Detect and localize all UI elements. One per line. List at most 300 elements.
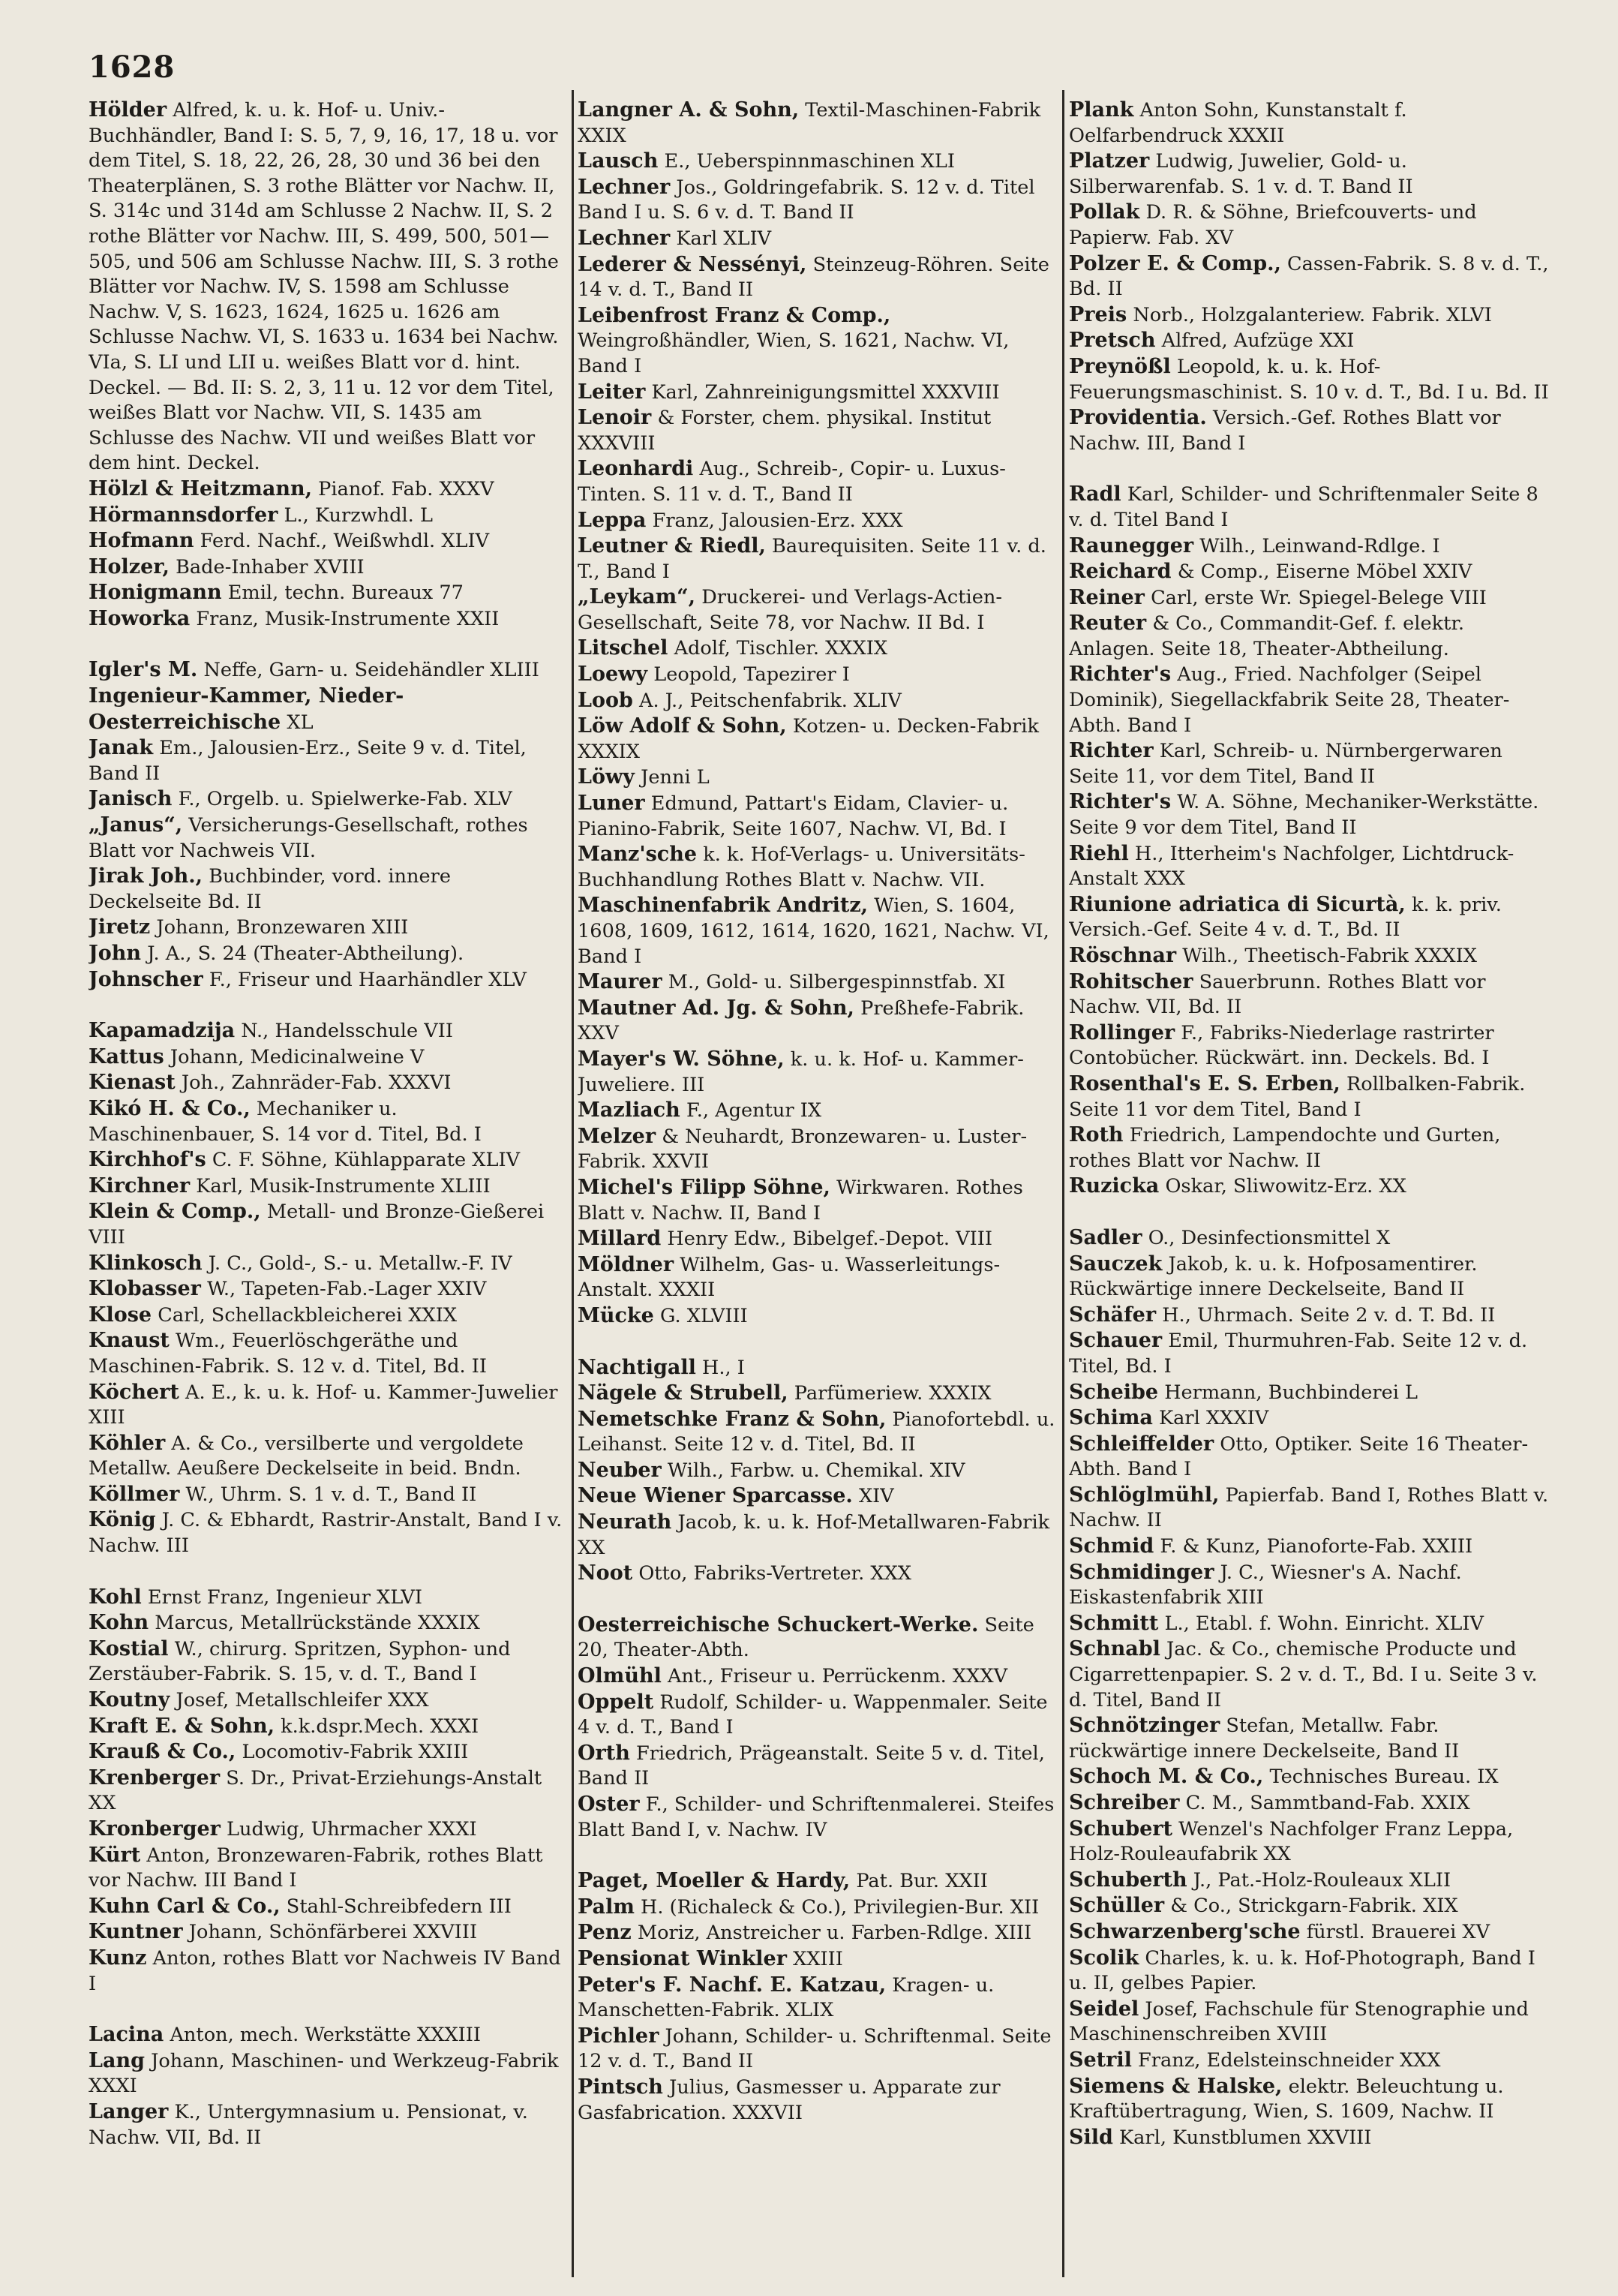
entry-details: k. k. priv. Versich.-Gef. Seite 4 v. d. T., Bd. II — [1069, 893, 1502, 942]
directory-entry — [578, 1663, 1058, 1690]
directory-entry — [578, 380, 1058, 406]
entry-details: Wilh., Farbw. u. Chemikal. XIV — [667, 1459, 965, 1482]
entry-name: Millard — [578, 1227, 662, 1251]
directory-entry — [1069, 1071, 1549, 1122]
entry-name: Raunegger — [1069, 533, 1194, 557]
entry-name: Polzer E. & Comp., — [1069, 251, 1281, 275]
directory-entry — [1069, 1636, 1549, 1713]
entry-details: Julius, Gasmesser u. Apparate zur Gasfabrication. XXXVII — [578, 2075, 1001, 2124]
entry-details: fürstl. Brauerei XV — [1306, 1920, 1490, 1943]
directory-entry — [1069, 1946, 1549, 1997]
entry-name: Richter's — [1069, 663, 1172, 687]
entry-details: H., Uhrmach. Seite 2 v. d. T. Bd. II — [1162, 1303, 1496, 1327]
section-gap — [89, 1559, 563, 1585]
entry-name: Litschel — [578, 636, 668, 660]
directory-entry — [89, 1199, 563, 1250]
directory-entry — [1069, 559, 1549, 585]
directory-entry — [578, 2024, 1058, 2075]
directory-entry — [1069, 533, 1549, 560]
entry-name: Schmid — [1069, 1534, 1154, 1558]
directory-entry — [578, 1920, 1058, 1946]
entry-name: Nemetschke Franz & Sohn, — [578, 1407, 887, 1431]
entry-name: Röschnar — [1069, 944, 1177, 967]
entry-details: J., Pat.-Holz-Rouleaux XLII — [1193, 1868, 1451, 1892]
directory-entry — [1069, 1122, 1549, 1174]
directory-entry — [578, 1868, 1058, 1895]
directory-entry — [89, 1096, 563, 1147]
entry-name: Kattus — [89, 1044, 164, 1068]
entry-name: Preis — [1069, 302, 1127, 326]
directory-entry — [578, 1973, 1058, 2024]
directory-entry — [89, 1843, 563, 1894]
entry-name: Reuter — [1069, 612, 1147, 636]
entry-details: W., chirurg. Spritzen, Syphon- und Zerstäuber-Fabrik. S. 15, v. d. T., Band I — [89, 1637, 511, 1686]
entry-name: Seidel — [1069, 1997, 1139, 2021]
entry-details: Pat. Bur. XXII — [856, 1870, 988, 1893]
entry-details: k. u. k. Hof- u. Kammer-Juweliere. III — [578, 1047, 1024, 1096]
entry-name: Schlöglmühl, — [1069, 1483, 1220, 1507]
directory-entry — [1069, 1611, 1549, 1637]
entry-details: Cassen-Fabrik. S. 8 v. d. T., Bd. II — [1069, 252, 1549, 301]
entry-details: Rudolf, Schilder- u. Wappenmaler. Seite 4 v. d. T., Band I — [578, 1690, 1048, 1739]
entry-details: Franz, Musik-Instrumente XXII — [196, 607, 500, 630]
directory-entry — [578, 1895, 1058, 1921]
directory-entry — [89, 941, 563, 967]
entry-name: Schima — [1069, 1406, 1153, 1430]
entry-name: „Leykam“, — [578, 585, 696, 609]
directory-entry — [89, 1431, 563, 1482]
entry-name: Peter's F. Nachf. E. Katzau, — [578, 1973, 887, 1997]
entry-name: Holzer, — [89, 554, 170, 579]
entry-details: Seite 20, Theater-Abth. — [578, 1613, 1034, 1662]
entry-details: Leopold, Tapezirer I — [653, 663, 850, 687]
directory-entry — [578, 405, 1058, 456]
directory-entry — [1069, 2125, 1549, 2151]
entry-name: Schwarzenberg'sche — [1069, 1919, 1301, 1943]
directory-entry — [1069, 1997, 1549, 2048]
entry-name: Penz — [578, 1921, 632, 1945]
entry-details: F., Orgelb. u. Spielwerke-Fab. XLV — [178, 788, 512, 811]
entry-name: Nägele & Strubell, — [578, 1381, 788, 1405]
entry-details: Adolf, Tischler. XXXIX — [674, 637, 888, 660]
directory-entry — [1069, 2074, 1549, 2125]
entry-details: Franz, Jalousien-Erz. XXX — [652, 509, 903, 532]
directory-entry — [578, 1303, 1058, 1330]
directory-entry — [578, 226, 1058, 252]
directory-entry — [1069, 892, 1549, 943]
directory-entry — [1069, 1790, 1549, 1817]
directory-entry — [1069, 611, 1549, 662]
entry-name: Neuber — [578, 1458, 662, 1482]
entry-details: Ludwig, Juwelier, Gold- u. Silberwarenfab. S. 1 v. d. T. Band II — [1069, 150, 1413, 198]
entry-details: J. C., Wiesner's A. Nachf. Eiskastenfabrik XIII — [1069, 1561, 1462, 1609]
directory-entry — [89, 554, 563, 581]
directory-entry — [578, 714, 1058, 765]
entry-name: Oesterreichische Schuckert-Werke. — [578, 1612, 979, 1636]
directory-entry — [89, 606, 563, 633]
entry-name: Loewy — [578, 663, 648, 687]
entry-details: Wm., Feuerlöschgeräthe und Maschinen-Fabrik. S. 12 v. d. Titel, Bd. II — [89, 1330, 487, 1378]
entry-details: Karl, Kunstblumen XXVIII — [1119, 2126, 1372, 2149]
entry-name: Lang — [89, 2048, 145, 2072]
directory-entry — [1069, 482, 1549, 533]
entry-details: Weingroßhändler, Wien, S. 1621, Nachw. VI, Band I — [578, 329, 1010, 377]
entry-details: Johann, Maschinen- und Werkzeug-Fabrik XXXI — [89, 2049, 559, 2098]
entry-name: Neurath — [578, 1510, 672, 1534]
directory-entry — [1069, 1174, 1549, 1200]
directory-entry — [89, 1636, 563, 1687]
entry-name: Janisch — [89, 787, 173, 811]
entry-details: Mechaniker u. Maschinenbauer, S. 14 vor d. Titel, Bd. I — [89, 1097, 482, 1146]
entry-details: Norb., Holzgalanteriew. Fabrik. XLVI — [1133, 303, 1492, 326]
entry-details: Druckerei- und Verlags-Actien-Gesellschaft, Seite 78, vor Nachw. II Bd. I — [578, 586, 1002, 634]
entry-name: Pensionat Winkler — [578, 1946, 787, 1970]
directory-entry — [89, 915, 563, 941]
entry-name: Schoch M. & Co., — [1069, 1765, 1264, 1789]
entry-name: Oster — [578, 1793, 640, 1816]
entry-name: Klose — [89, 1303, 152, 1327]
entry-name: Howorka — [89, 606, 191, 630]
directory-entry — [578, 533, 1058, 585]
entry-details: Josef, Fachschule für Stenographie und Maschinenschreiben XVIII — [1069, 1997, 1529, 2046]
entry-name: Köhler — [89, 1431, 166, 1455]
entry-name: Pintsch — [578, 2075, 663, 2099]
entry-details: & Comp., Eiserne Möbel XXIV — [1177, 560, 1472, 584]
entry-details: Anton, Bronzewaren-Fabrik, rothes Blatt vor Nachw. III Band I — [89, 1844, 543, 1892]
directory-entry — [578, 1946, 1058, 1973]
entry-name: Klinkosch — [89, 1251, 203, 1275]
entry-name: Riunione adriatica di Sicurtà, — [1069, 892, 1406, 916]
entry-details: k. k. Hof-Verlags- u. Universitäts-Buchhandlung Rothes Blatt v. Nachw. VII. — [578, 843, 1025, 891]
directory-entry — [578, 1098, 1058, 1124]
directory-entry — [89, 1946, 563, 1997]
column-1 — [89, 98, 563, 2277]
entry-name: Kirchner — [89, 1174, 191, 1198]
entry-details: Charles, k. u. k. Hof-Photograph, Band I u. II, gelbes Papier. — [1069, 1946, 1535, 1995]
directory-entry — [578, 456, 1058, 507]
directory-entry — [578, 1407, 1058, 1458]
entry-details: F., Schilder- und Schriftenmalerei. Steifes Blatt Band I, v. Nachw. IV — [578, 1793, 1055, 1841]
entry-name: Kunz — [89, 1946, 147, 1970]
directory-entry — [1069, 149, 1549, 200]
directory-entry — [578, 636, 1058, 662]
directory-entry — [578, 969, 1058, 996]
entry-name: Pollak — [1069, 200, 1140, 224]
entry-details: Wien, S. 1604, 1608, 1609, 1612, 1614, 1620, 1621, Nachw. VI, Band I — [578, 894, 1049, 968]
entry-details: Kotzen- u. Decken-Fabrik XXXIX — [578, 715, 1040, 763]
entry-details: Neffe, Garn- u. Seidehändler XLIII — [203, 659, 539, 682]
entry-details: & Neuhardt, Bronzewaren- u. Luster-Fabrik. XXVII — [578, 1125, 1028, 1174]
entry-details: Preßhefe-Fabrik. XXV — [578, 996, 1025, 1045]
directory-entry — [578, 252, 1058, 303]
entry-name: Krauß & Co., — [89, 1740, 236, 1764]
entry-details: C. F. Söhne, Kühlapparate XLIV — [212, 1149, 521, 1172]
entry-name: Roth — [1069, 1123, 1124, 1147]
entry-details: Technisches Bureau. IX — [1269, 1766, 1499, 1789]
entry-name: Olmühl — [578, 1664, 662, 1688]
entry-details: Johann, Bronzewaren XIII — [156, 916, 409, 939]
directory-entry — [578, 1741, 1058, 1792]
directory-entry — [1069, 302, 1549, 329]
entry-name: Ruzicka — [1069, 1174, 1160, 1198]
entry-name: „Janus“, — [89, 813, 183, 837]
directory-entry — [578, 175, 1058, 226]
directory-entry — [89, 503, 563, 529]
entry-name: Rosenthal's E. S. Erben, — [1069, 1071, 1340, 1095]
entry-name: Luner — [578, 792, 645, 816]
entry-name: Hölzl & Heitzmann, — [89, 476, 313, 500]
entry-details: Em., Jalousien-Erz., Seite 9 v. d. Titel, Band II — [89, 737, 527, 785]
entry-name: Preynößl — [1069, 354, 1171, 378]
section-gap — [578, 1843, 1058, 1868]
entry-details: Jakob, k. u. k. Hofposamentirer. Rückwärtige innere Deckelseite, Band II — [1069, 1252, 1478, 1301]
directory-entry — [89, 1174, 563, 1200]
entry-name: Lenoir — [578, 406, 652, 430]
entry-name: Hofmann — [89, 529, 194, 553]
entry-details: C. M., Sammtband-Fab. XXIX — [1185, 1792, 1470, 1814]
entry-details: M., Gold- u. Silbergespinnstfab. XI — [668, 971, 1006, 994]
entry-details: Wilh., Theetisch-Fabrik XXXIX — [1182, 945, 1477, 967]
entry-details: Kragen- u. Manschetten-Fabrik. XLIX — [578, 1973, 995, 2022]
entry-name: Scolik — [1069, 1946, 1139, 1970]
entry-name: Riehl — [1069, 841, 1129, 865]
directory-entry — [89, 2099, 563, 2150]
directory-entry — [89, 813, 563, 864]
entry-details: Aug., Schreib-, Copir- u. Luxus-Tinten. S. 11 v. d. T., Band II — [578, 458, 1006, 506]
entry-name: Mautner Ad. Jg. & Sohn, — [578, 996, 854, 1020]
directory-entry — [89, 1044, 563, 1071]
entry-name: Richter's — [1069, 790, 1172, 814]
directory-entry — [89, 580, 563, 606]
entry-name: Pretsch — [1069, 329, 1156, 353]
entry-name: Nachtigall — [578, 1355, 696, 1379]
directory-entry — [1069, 1303, 1549, 1329]
section-gap — [578, 1330, 1058, 1355]
directory-entry — [578, 688, 1058, 714]
entry-details: A. E., k. u. k. Hof- u. Kammer-Juwelier XIII — [89, 1381, 558, 1429]
entry-name: Setril — [1069, 2048, 1132, 2072]
entry-name: Oppelt — [578, 1690, 654, 1714]
directory-entry — [1069, 1817, 1549, 1868]
entry-details: A. J., Peitschenfabrik. XLIV — [639, 689, 902, 712]
entry-details: & Co., Commandit-Gef. f. elektr. Anlagen. Seite 18, Theater-Abtheilung. — [1069, 612, 1464, 660]
directory-entry — [578, 1355, 1058, 1381]
directory-entry — [578, 2075, 1058, 2126]
entry-details: Sauerbrunn. Rothes Blatt vor Nachw. VII, Bd. II — [1069, 970, 1486, 1019]
directory-entry — [578, 791, 1058, 842]
entry-details: Friedrich, Prägeanstalt. Seite 5 v. d. Titel, Band II — [578, 1742, 1045, 1790]
entry-details: Metall- und Bronze-Gießerei VIII — [89, 1201, 545, 1249]
entry-details: Emil, techn. Bureaux 77 — [227, 582, 464, 605]
directory-entry — [89, 786, 563, 813]
entry-details: Johann, Medicinalweine V — [170, 1045, 425, 1068]
entry-name: Platzer — [1069, 149, 1150, 173]
entry-name: Kapamadzija — [89, 1019, 236, 1043]
entry-details: elektr. Beleuchtung u. Kraftübertragung, Wien, S. 1609, Nachw. II — [1069, 2075, 1504, 2123]
entry-name: Ingenieur-Kammer, Nieder-Oesterreichische — [89, 684, 404, 734]
entry-name: Reichard — [1069, 560, 1172, 584]
entry-name: Honigmann — [89, 581, 222, 605]
directory-entry — [1069, 585, 1549, 612]
directory-entry — [89, 1919, 563, 1946]
entry-name: Orth — [578, 1741, 630, 1765]
directory-entry — [578, 585, 1058, 636]
entry-name: Kohl — [89, 1585, 142, 1609]
directory-entry — [578, 508, 1058, 534]
entry-details: Ant., Friseur u. Perrückenm. XXXV — [668, 1665, 1008, 1688]
directory-entry — [89, 1714, 563, 1740]
entry-details: Anton, rothes Blatt vor Nachweis IV Band I — [89, 1946, 561, 1995]
entry-details: S. Dr., Privat-Erziehungs-Anstalt XX — [89, 1766, 542, 1815]
column-2 — [578, 98, 1058, 2277]
entry-name: Paget, Moeller & Hardy, — [578, 1869, 851, 1893]
entry-name: Pichler — [578, 2024, 659, 2048]
entry-details: Karl, Musik-Instrumente XLIII — [196, 1174, 491, 1198]
entry-details: N., Handelsschule VII — [241, 1020, 453, 1043]
directory-entry — [1069, 200, 1549, 251]
entry-details: Josef, Metallschleifer XXX — [176, 1689, 429, 1712]
directory-entry — [1069, 1432, 1549, 1483]
directory-entry — [1069, 1868, 1549, 1894]
entry-name: Kostial — [89, 1636, 169, 1660]
directory-entry — [89, 1507, 563, 1558]
section-gap — [89, 1997, 563, 2022]
entry-name: Johnscher — [89, 967, 203, 991]
entry-name: Schnötzinger — [1069, 1714, 1220, 1738]
section-gap — [89, 993, 563, 1018]
entry-details: Locomotiv-Fabrik XXIII — [242, 1741, 469, 1764]
entry-details: Karl, Schilder- und Schriftenmaler Seite 8 v. d. Titel Band I — [1069, 483, 1538, 531]
entry-details: F., Friseur und Haarhändler XLV — [209, 968, 527, 991]
entry-name: Möldner — [578, 1252, 674, 1276]
entry-details: Marcus, Metallrückstände XXXIX — [155, 1612, 480, 1635]
entry-name: Krenberger — [89, 1766, 221, 1790]
entry-details: Jos., Goldringefabrik. S. 12 v. d. Titel Band I u. S. 6 v. d. T. Band II — [578, 176, 1035, 224]
directory-entry — [578, 303, 1058, 380]
directory-entry — [89, 1817, 563, 1843]
entry-name: Knaust — [89, 1329, 170, 1353]
entry-details: Otto, Fabriks-Vertreter. XXX — [638, 1562, 912, 1585]
entry-name: Rohitscher — [1069, 969, 1193, 993]
entry-details: Karl, Schreib- u. Nürnbergerwaren Seite 11, vor dem Titel, Band II — [1069, 740, 1502, 788]
entry-details: Parfümeriew. XXXIX — [794, 1382, 992, 1405]
entry-details: F., Fabriks-Niederlage rastrirter Contobücher. Rückwärt. inn. Deckels. Bd. I — [1069, 1021, 1494, 1070]
entry-name: Hölder — [89, 98, 167, 122]
entry-details: Carl, Schellackbleicherei XXIX — [158, 1303, 458, 1327]
entry-details: Karl, Zahnreinigungsmittel XXXVIII — [651, 380, 1000, 404]
entry-details: H. (Richaleck & Co.), Privilegien-Bur. XII — [641, 1895, 1040, 1919]
entry-name: Schauer — [1069, 1329, 1163, 1353]
entry-name: Radl — [1069, 482, 1121, 506]
directory-entry — [1069, 251, 1549, 302]
entry-name: Leibenfrost Franz & Comp., — [578, 303, 891, 327]
directory-entry — [1069, 98, 1549, 149]
directory-entry — [89, 864, 563, 915]
section-gap — [1069, 1200, 1549, 1225]
entry-name: Schleiffelder — [1069, 1432, 1214, 1456]
directory-entry — [89, 2022, 563, 2048]
entry-name: Plank — [1069, 98, 1134, 122]
entry-details: W., Tapeten-Fab.-Lager XXIV — [207, 1278, 487, 1301]
column-3 — [1069, 98, 1549, 2277]
entry-name: Reiner — [1069, 585, 1145, 609]
entry-details: Anton Sohn, Kunstanstalt f. Oelfarbendruck XXXII — [1069, 99, 1407, 147]
directory-entry — [1069, 662, 1549, 738]
entry-details: Ernst Franz, Ingenieur XLVI — [147, 1585, 422, 1609]
entry-details: Ludwig, Uhrmacher XXXI — [227, 1818, 477, 1841]
entry-details: Aug., Fried. Nachfolger (Seipel Dominik), Siegellackfabrik Seite 28, Theater-Abth. Band I — [1069, 663, 1510, 737]
entry-details: Edmund, Pattart's Eidam, Clavier- u. Pianino-Fabrik, Seite 1607, Nachw. VI, Bd. I — [578, 792, 1009, 840]
entry-name: Manz'sche — [578, 843, 698, 867]
entry-name: Janak — [89, 736, 154, 760]
directory-entry — [578, 765, 1058, 791]
entry-details: Jac. & Co., chemische Producte und Cigarrettenpapier. S. 2 v. d. T., Bd. I u. Seite 3 v. d. Titel, Band II — [1069, 1638, 1538, 1711]
entry-name: Maschinenfabrik Andritz, — [578, 894, 869, 918]
entry-name: Leppa — [578, 508, 647, 532]
entry-name: Kienast — [89, 1071, 176, 1095]
directory-entry — [578, 1047, 1058, 1098]
directory-entry — [1069, 1713, 1549, 1764]
directory-entry — [578, 1226, 1058, 1252]
entry-name: Leonhardi — [578, 457, 694, 481]
entry-details: L., Kurzwhdl. L — [284, 503, 433, 527]
entry-details: H., I — [702, 1356, 745, 1379]
directory-entry — [578, 1381, 1058, 1407]
entry-details: Joh., Zahnräder-Fab. XXXVI — [181, 1071, 452, 1095]
directory-entry — [89, 1276, 563, 1303]
directory-entry — [89, 1687, 563, 1714]
entry-details: Stefan, Metallw. Fabr. rückwärtige innere Deckelseite, Band II — [1069, 1714, 1460, 1763]
entry-details: Ferd. Nachf., Weißwhdl. XLIV — [200, 530, 490, 553]
entry-name: Kronberger — [89, 1817, 221, 1841]
entry-details: Carl, erste Wr. Spiegel-Belege VIII — [1151, 586, 1487, 609]
entry-details: J. C., Gold-, S.- u. Metallw.-F. IV — [208, 1252, 512, 1275]
entry-name: Schmitt — [1069, 1611, 1159, 1635]
entry-name: Rollinger — [1069, 1020, 1175, 1044]
directory-entry — [1069, 841, 1549, 892]
entry-name: Schnabl — [1069, 1637, 1160, 1661]
entry-details: Jenni L — [641, 766, 710, 789]
entry-name: Kirchhof's — [89, 1148, 206, 1172]
entry-details: Friedrich, Lampendochte und Gurten, rothes Blatt vor Nachw. II — [1069, 1124, 1501, 1172]
directory-entry — [1069, 1225, 1549, 1252]
directory-entry — [89, 1018, 563, 1044]
entry-details: Versich.-Gef. Rothes Blatt vor Nachw. III, Band I — [1069, 407, 1501, 455]
directory-entry — [578, 1510, 1058, 1561]
entry-name: Maurer — [578, 970, 662, 994]
entry-name: Kohn — [89, 1611, 149, 1635]
entry-name: Schubert — [1069, 1817, 1172, 1841]
directory-entry — [578, 1483, 1058, 1510]
entry-name: Richter — [1069, 739, 1154, 763]
directory-entry — [1069, 405, 1549, 456]
entry-details: F. & Kunz, Pianoforte-Fab. XXIII — [1160, 1535, 1473, 1558]
directory-entry — [89, 735, 563, 786]
entry-name: Kikó H. & Co., — [89, 1096, 251, 1120]
entry-details: Karl XLIV — [676, 227, 772, 250]
entry-details: Leopold, k. u. k. Hof-Feuerungsmaschinist. S. 10 v. d. T., Bd. I u. Bd. II — [1069, 355, 1549, 404]
entry-details: Oskar, Sliwowitz-Erz. XX — [1165, 1175, 1406, 1198]
entry-name: Melzer — [578, 1124, 656, 1148]
entry-details: & Co., Strickgarn-Fabrik. XIX — [1170, 1895, 1458, 1918]
section-gap — [578, 1587, 1058, 1612]
entry-details: Hermann, Buchbinderei L — [1164, 1381, 1418, 1404]
entry-details: W. A. Söhne, Mechaniker-Werkstätte. Seite 9 vor dem Titel, Band II — [1069, 791, 1539, 840]
entry-name: Löw Adolf & Sohn, — [578, 714, 787, 738]
entry-name: Kuntner — [89, 1920, 183, 1944]
directory-entry — [578, 1561, 1058, 1587]
entry-details: F., Agentur IX — [686, 1099, 822, 1122]
